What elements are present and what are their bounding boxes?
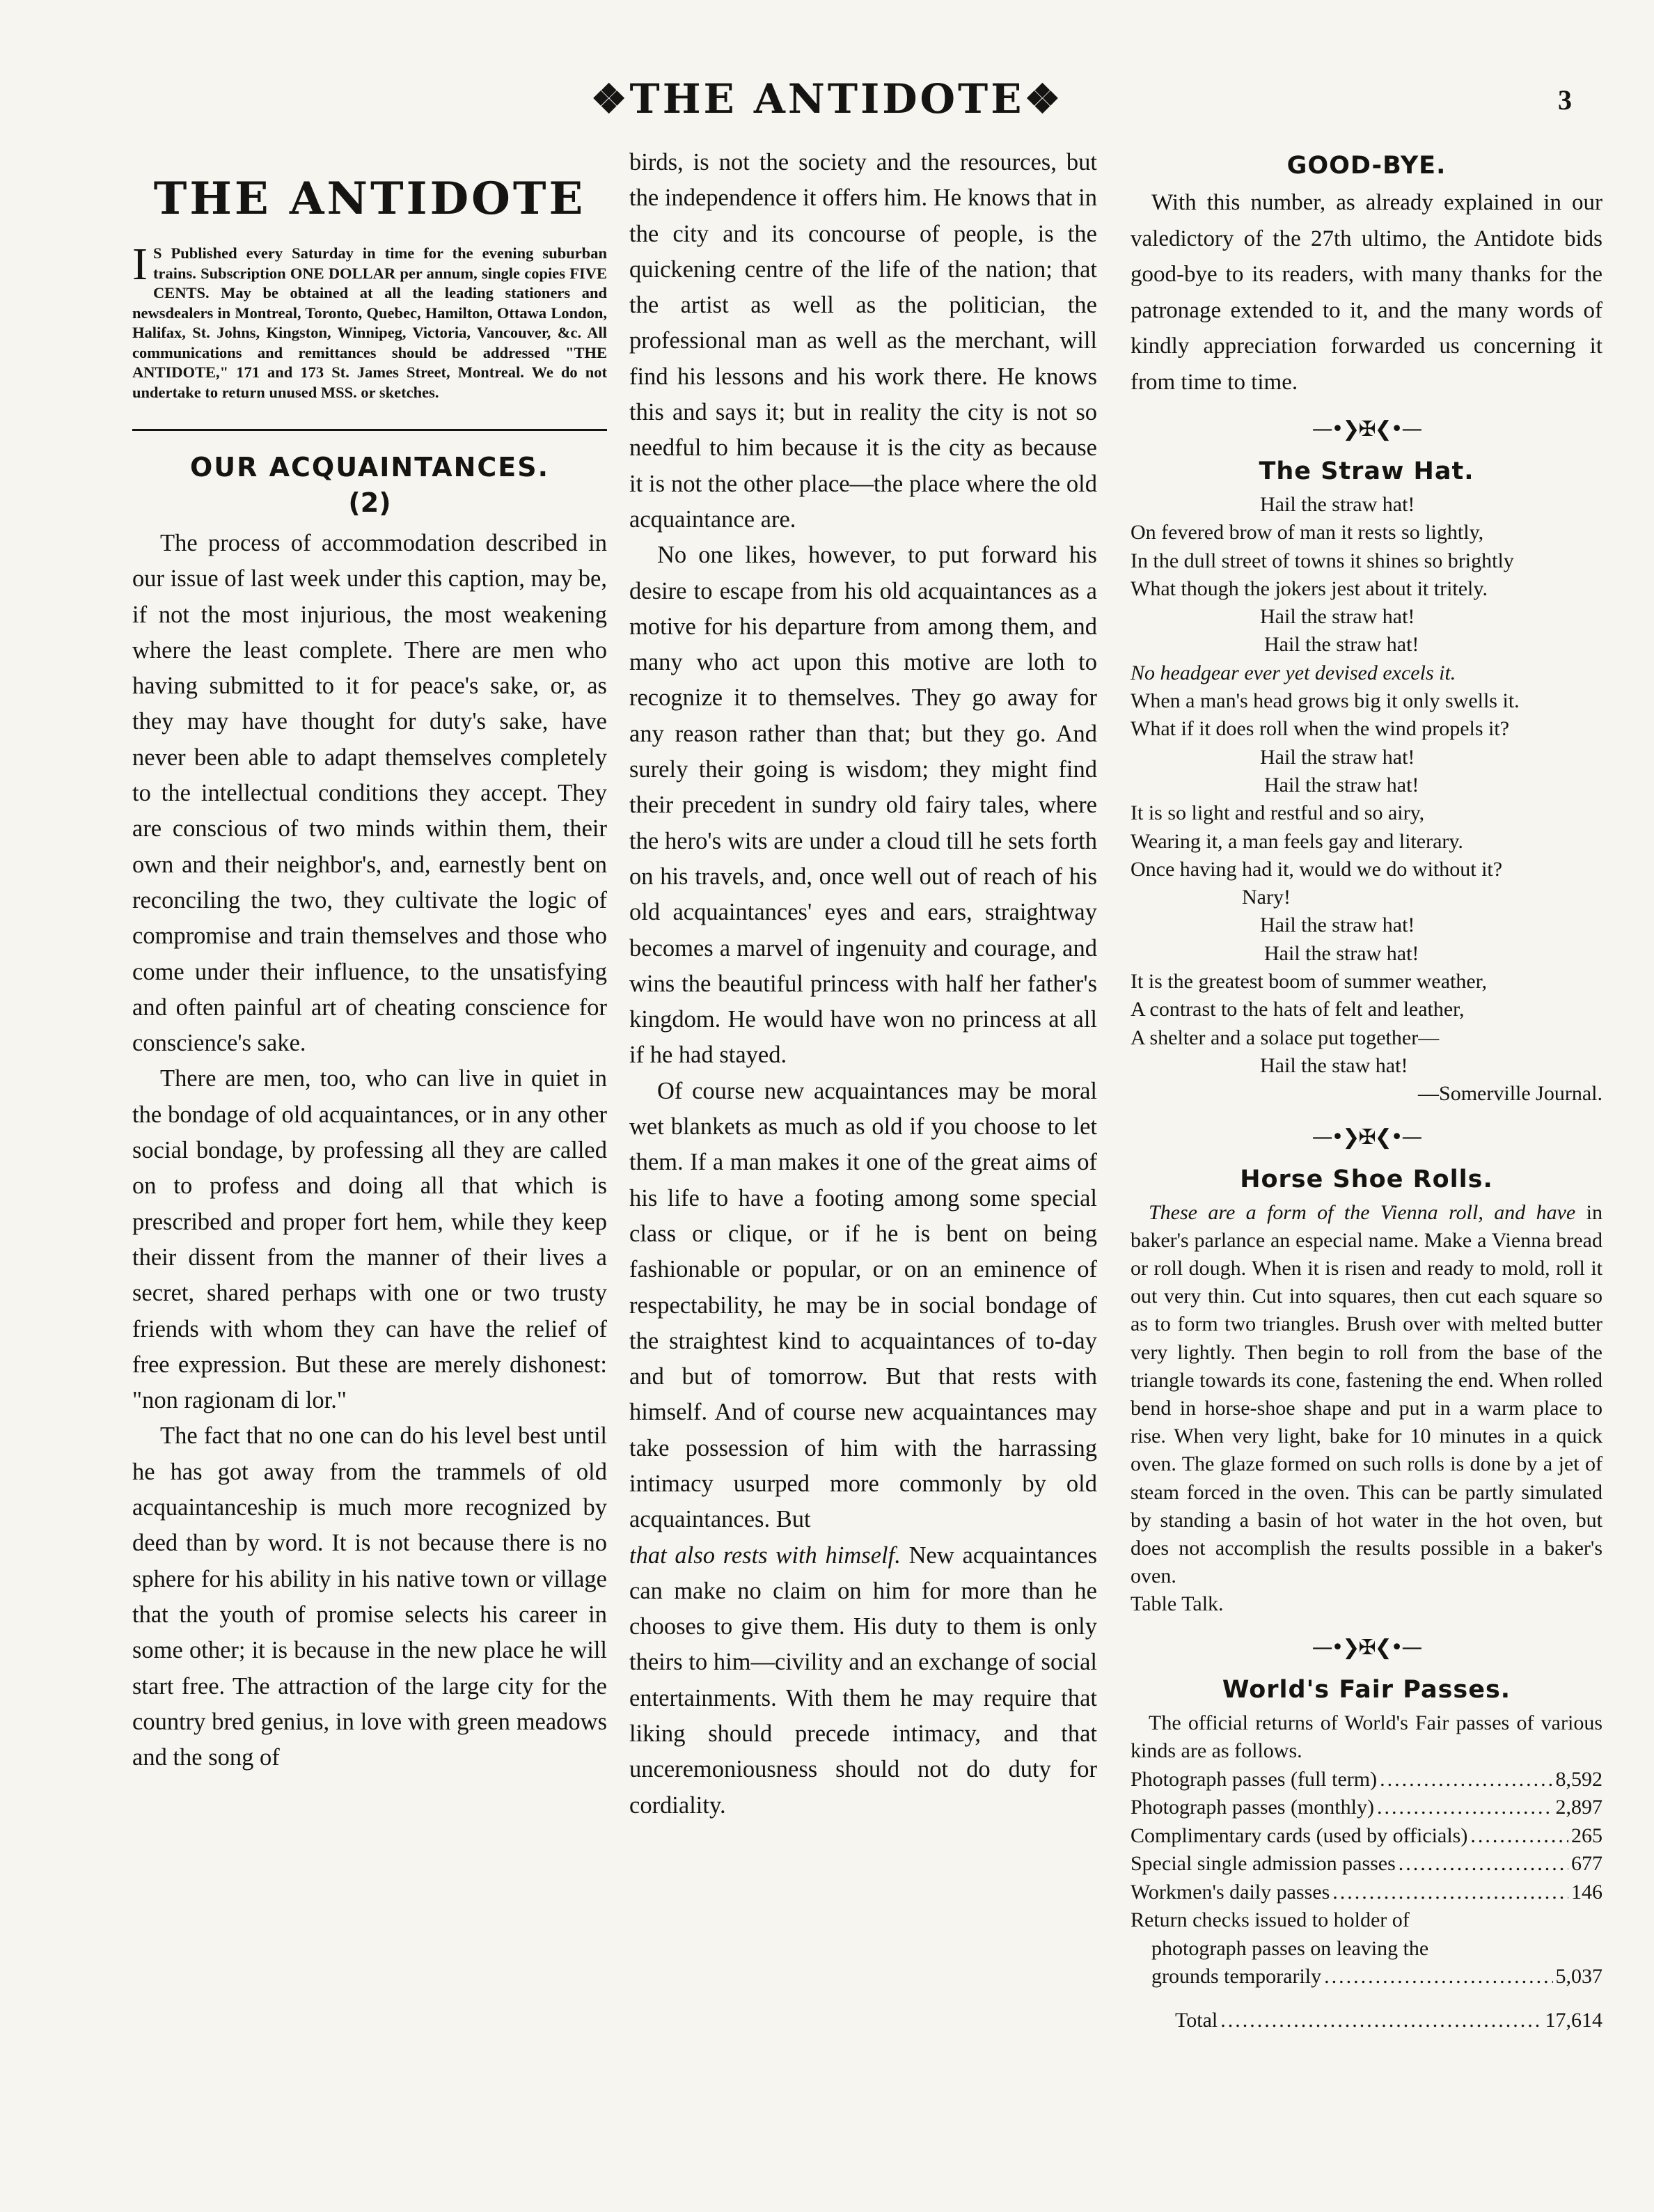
recipe-intro: These are a form of the Vienna roll, and have bbox=[1149, 1200, 1576, 1224]
leader-dots bbox=[1377, 1794, 1553, 1822]
poem-line: Hail the straw hat! bbox=[1260, 745, 1415, 769]
poem-line: What though the jokers jest about it tritely. bbox=[1131, 576, 1488, 600]
poem-line: It is the greatest boom of summer weather, bbox=[1131, 970, 1487, 994]
poem-line: Wearing it, a man feels gay and literary. bbox=[1131, 829, 1463, 853]
poem-title: The Straw Hat. bbox=[1259, 457, 1474, 485]
poem-line: Once having had it, would we do without it? bbox=[1131, 857, 1503, 881]
poem-line: A contrast to the hats of felt and leather, bbox=[1131, 998, 1465, 1021]
ornament-divider: —•❯✠❮•— bbox=[1312, 1124, 1421, 1150]
goodbye-notice bbox=[1131, 185, 1602, 400]
recipe-source: Table Talk. bbox=[1131, 1592, 1224, 1616]
poem-line: Hail the straw hat! bbox=[1264, 633, 1419, 657]
passes-total-row bbox=[1131, 2007, 1602, 2035]
article-paragraph: birds, is not the society and the resources, but the independence it offers him. He knows that in the city and its concourse of people, is the quickening centre of the life of the nation; that the artist as well as the politician, the professional man as well as the merchant, will find his lessons and his work there. He knows this and says it; but in reality the city is not so needful to him because it is the city as because it is not the other place—the place where the old acquaintance are. bbox=[629, 149, 1097, 533]
passes-label: Complimentary cards (used by officials) bbox=[1131, 1823, 1468, 1847]
poem-line: Hail the staw hat! bbox=[1260, 1053, 1408, 1077]
leader-dots bbox=[1220, 2007, 1542, 2035]
publication-notice-text: S Published every Saturday in time for the evening suburban trains. Subscription ONE DOLLAR per annum, single copies FIVE CENTS. May be obtained at all the leading stationers and newsdealers in Montreal, Toronto, Quebec, Hamilton, Ottawa London, Halifax, St. Johns, Kingston, Winnipeg, Victoria, Vancouver, &c. All communications and remittances should be addressed "THE ANTIDOTE," 171 and 173 St. James Street, Montreal. We do not undertake to return unused MSS. or sketches. bbox=[132, 244, 607, 401]
passes-row bbox=[1131, 1850, 1602, 1878]
poem-line: A shelter and a solace put together— bbox=[1131, 1026, 1440, 1049]
poem-line: In the dull street of towns it shines so brightly bbox=[1131, 549, 1514, 572]
passes-value: 8,592 bbox=[1555, 1767, 1602, 1791]
passes-label: Photograph passes (monthly) bbox=[1131, 1796, 1374, 1819]
column-1 bbox=[132, 145, 607, 1775]
article-paragraph-text: New acquaintances can make no claim on him for more than he chooses to give them. His duty to them is only theirs to him—civility and an exchange of social entertainments. With them he may require that liking should precede intimacy, and that unceremoniousness should not do duty for cordiality. bbox=[629, 1542, 1098, 1819]
total-label: Total bbox=[1175, 2008, 1218, 2032]
article-paragraph: There are men, too, who can live in quiet in the bondage of old acquaintances, or in any other social bondage, by professing all they are called on to profess and doing all that which is prescribed and proper fort hem, while they keep their dissent from the manner of their lives a secret, shared perhaps with one or two trusty friends with whom they can have the relief of free expression. But these are merely dishonest: "non ragionam di lor." bbox=[132, 1065, 607, 1414]
article-paragraph: No one likes, however, to put forward his desire to escape from his old acquaintances as a motive for his departure from among them, and many who act upon this motive are loth to recognize it to themselves. They go away for any reason rather than that; but they go. And surely their going is wisdom; they might find their precedent in sundry old fairy tales, where the hero's wits are under a cloud till he sets forth on his travels, and, once well out of reach of his old acquaintances' eyes and ears, straightway becomes a marvel of ingenuity and courage, and wins the beautiful princess with half her father's kingdom. He would have won no princess at all if he had stayed. bbox=[629, 542, 1097, 1069]
poem-line: Nary! bbox=[1242, 886, 1291, 909]
passes-row bbox=[1131, 1794, 1602, 1822]
passes-row bbox=[1131, 1766, 1602, 1794]
drop-cap: I bbox=[132, 239, 148, 290]
divider-rule bbox=[132, 429, 607, 431]
recipe-title: Horse Shoe Rolls. bbox=[1240, 1165, 1493, 1193]
recipe bbox=[1131, 1199, 1602, 1619]
leader-dots bbox=[1332, 1878, 1568, 1907]
italic-phrase: that also rests with himself. bbox=[629, 1542, 901, 1569]
article-number: (2) bbox=[348, 487, 391, 518]
poem-line: On fevered brow of man it rests so lightly, bbox=[1131, 521, 1484, 544]
return-checks-line: Return checks issued to holder of bbox=[1131, 1908, 1410, 1932]
passes-row bbox=[1131, 1822, 1602, 1851]
poem-line: It is so light and restful and so airy, bbox=[1131, 801, 1425, 825]
poem-attribution: —Somerville Journal. bbox=[1418, 1082, 1602, 1106]
poem-line: No headgear ever yet devised excels it. bbox=[1131, 661, 1456, 684]
column-2 bbox=[629, 145, 1097, 1823]
article-paragraph bbox=[629, 1538, 1097, 1823]
column-3 bbox=[1131, 145, 1602, 2034]
article-title: OUR ACQUAINTANCES. bbox=[189, 452, 550, 483]
passes-value: 265 bbox=[1571, 1823, 1602, 1847]
article-paragraph: The fact that no one can do his level best until he has got away from the trammels of old acquaintanceship is much more recognized by deed than by word. It is not because there is no sphere for his ability in his native town or village that the youth of promise selects his career in some other; it is because in the new place he will start free. The attraction of the large city for the country bred genius, in love with green meadows and the song of bbox=[132, 1422, 607, 1771]
passes-value: 5,037 bbox=[1555, 1965, 1602, 1989]
passes-label: grounds temporarily bbox=[1151, 1965, 1322, 1989]
article-paragraph: Of course new acquaintances may be moral wet blankets as much as old if you choose to let them. If a man makes it one of the great aims of his life to have a footing among some special class or clique, or if he is bent on being fashionable or popular, or on an eminence of respectability, he may be in social bondage of the straightest kind to acquaintances of to-day and but of tomorrow. But that rests with himself. And of course new acquaintances may take possession of him with the harrassing intimacy usurped more commonly by old acquaintances. But bbox=[629, 1077, 1097, 1533]
passes-title: World's Fair Passes. bbox=[1222, 1675, 1511, 1704]
passes-label: Workmen's daily passes bbox=[1131, 1880, 1330, 1904]
poem-line: Hail the straw hat! bbox=[1264, 941, 1419, 965]
passes-row bbox=[1131, 1878, 1602, 1907]
passes-value: 677 bbox=[1571, 1852, 1602, 1876]
poem-line: Hail the straw hat! bbox=[1260, 493, 1415, 516]
recipe-text bbox=[1131, 1199, 1602, 1591]
recipe-body: in baker's parlance an especial name. Make a Vienna bread or roll dough. When it is risen and ready to mold, roll it out very thin. Cut into squares, then cut each square so as to form two triangles. Brush over with melted butter very lightly. Then begin to roll from the base of the triangle towards its cone, fastening the end. When rolled bend in horse-shoe shape and put in a warm place to rise. When very light, bake for 10 minutes in a quick oven. The glaze formed on such rolls is done by a jet of steam forced in the oven. This can be partly simulated by standing a basin of hot water in the hot oven, but does not accomplish the results possible in a baker's oven. bbox=[1131, 1200, 1603, 1588]
poem bbox=[1131, 491, 1602, 1108]
poem-line: Hail the straw hat! bbox=[1260, 913, 1415, 937]
leader-dots bbox=[1380, 1766, 1552, 1794]
passes-table bbox=[1131, 1709, 1602, 2035]
publication-notice bbox=[132, 239, 607, 402]
ornament-divider: —•❯✠❮•— bbox=[1312, 417, 1421, 441]
passes-value: 146 bbox=[1571, 1880, 1602, 1904]
masthead: ❖THE ANTIDOTE❖ bbox=[590, 75, 1064, 123]
poem-line: What if it does roll when the wind propels it? bbox=[1131, 717, 1510, 741]
passes-row bbox=[1131, 1963, 1602, 1991]
goodbye-title: GOOD-BYE. bbox=[1286, 152, 1447, 180]
article-paragraph: The process of accommodation described in our issue of last week under this caption, may be, if not the most injurious, the most weakening where the least complete. There are men who having submitted to it for peace's sake, or, as they may have thought for duty's sake, have never been able to adapt themselves completely to the intellectual conditions they accept. They are conscious of two minds within them, their own and their neighbor's, and, earnestly bent on reconciling the two, they cultivate the logic of compromise and train themselves and those who come under their influence, to the unsatisfying and often painful art of cheating conscience for conscience's sake. bbox=[132, 530, 607, 1057]
return-checks-line: photograph passes on leaving the bbox=[1151, 1936, 1429, 1960]
passes-label: Special single admission passes bbox=[1131, 1852, 1396, 1876]
leader-dots bbox=[1399, 1850, 1568, 1878]
passes-value: 2,897 bbox=[1555, 1796, 1602, 1819]
passes-label: Photograph passes (full term) bbox=[1131, 1767, 1378, 1791]
poem-line: When a man's head grows big it only swells it. bbox=[1131, 689, 1520, 713]
total-value: 17,614 bbox=[1545, 2008, 1602, 2032]
passes-intro: The official returns of World's Fair passes of various kinds are as follows. bbox=[1131, 1711, 1602, 1763]
poem-line: Hail the straw hat! bbox=[1264, 773, 1419, 797]
page-number: 3 bbox=[1558, 84, 1572, 116]
leader-dots bbox=[1470, 1822, 1568, 1851]
ornament-divider: —•❯✠❮•— bbox=[1312, 1635, 1421, 1660]
poem-line: Hail the straw hat! bbox=[1260, 605, 1415, 629]
leader-dots bbox=[1324, 1963, 1552, 1991]
goodbye-text: With this number, as already explained in our valedictory of the 27th ultimo, the Antidote bids good-bye to its readers, with many thanks for the patronage extended to it, and the many words of kindly appreciation forwarded us concerning it from time to time. bbox=[1131, 190, 1602, 395]
publication-title: THE ANTIDOTE bbox=[153, 173, 586, 225]
